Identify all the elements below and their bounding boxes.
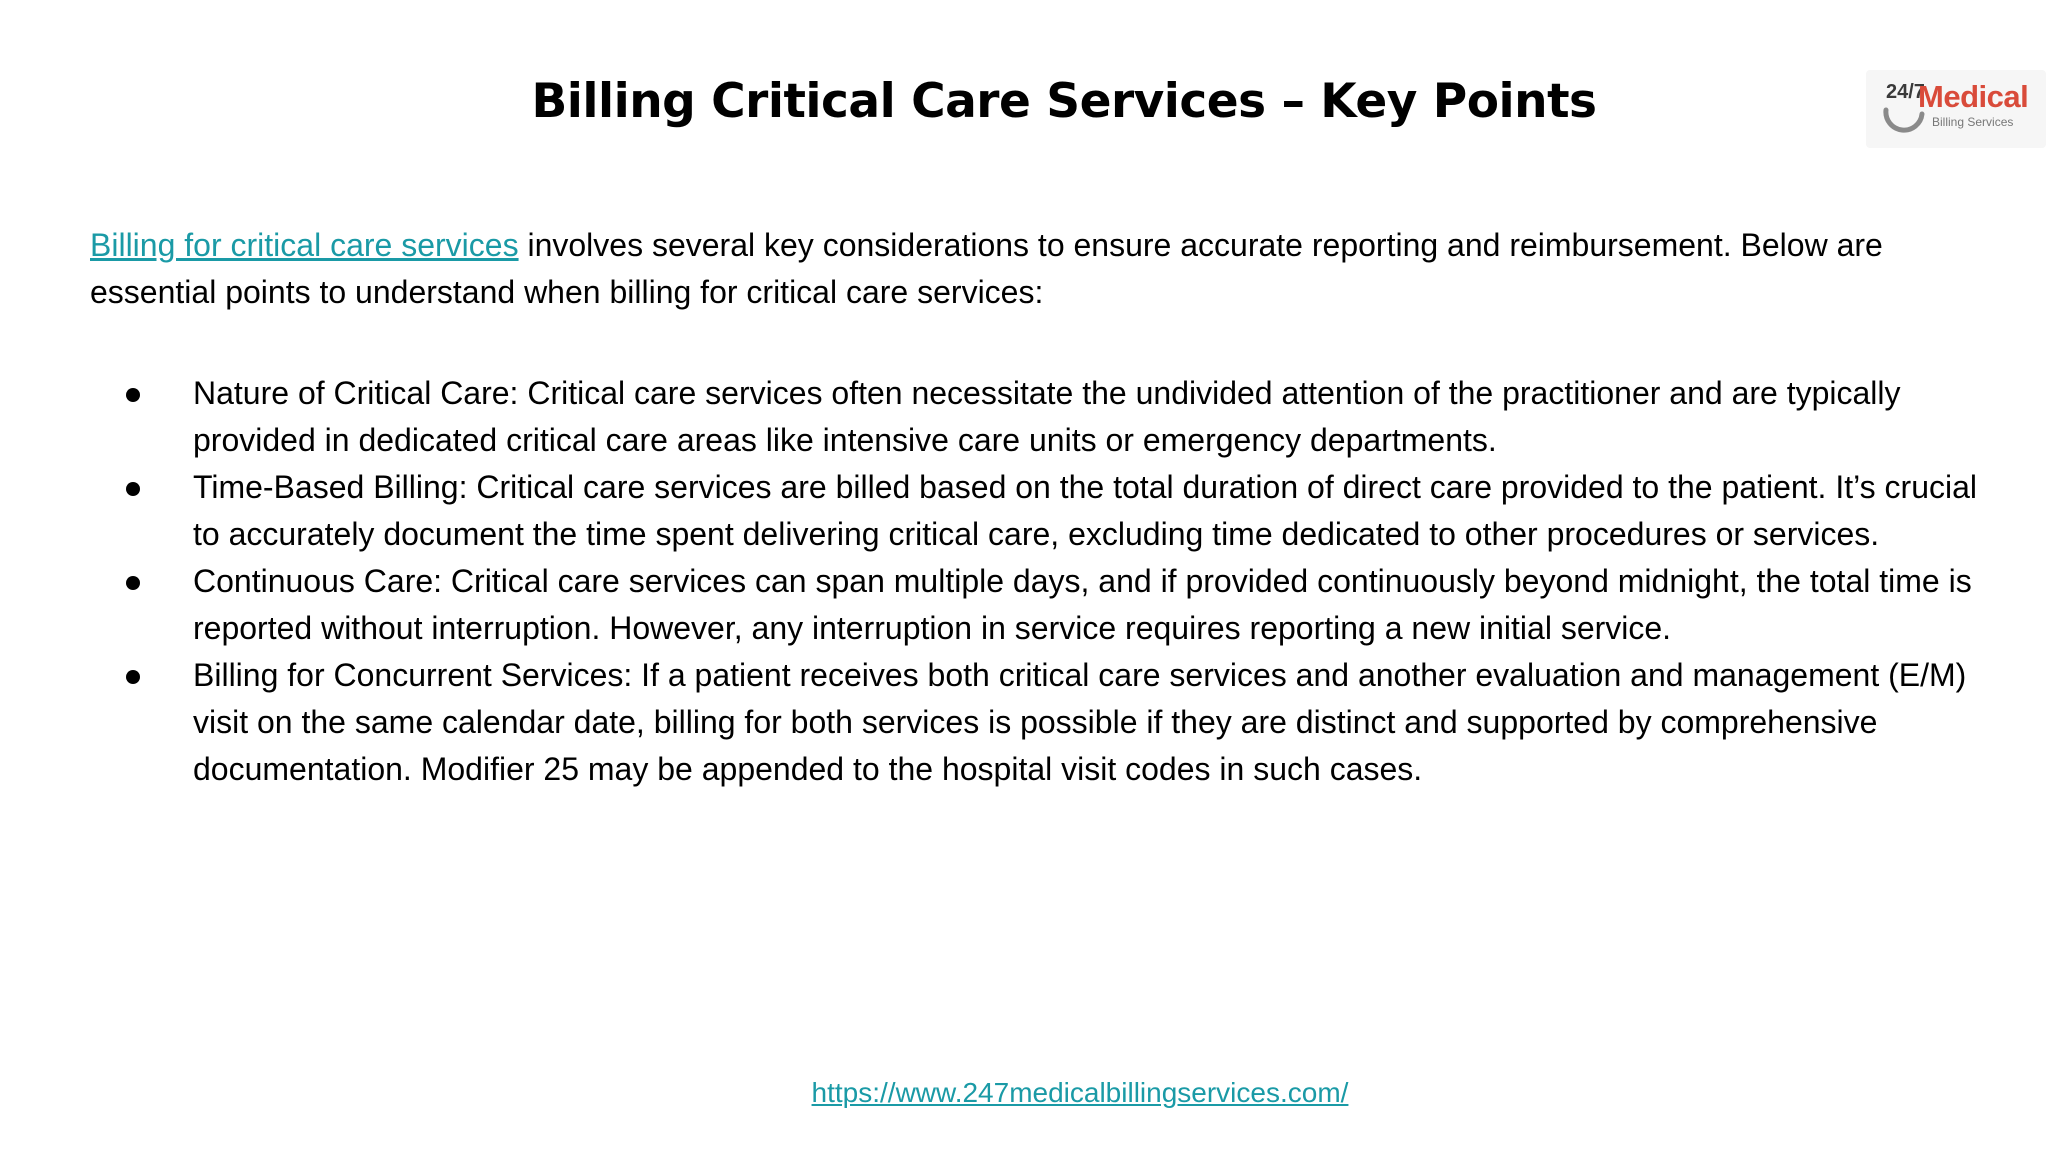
list-item-text: Billing for Concurrent Services: If a patient receives both critical care services and another evaluation and management (E/M) visit on the same calendar date, billing for both services is possible if they are distinct and supported by comprehensive documentation. Modifier 25 may be appended to the hospital visit codes in such cases. (193, 657, 1967, 787)
bullet-icon (126, 670, 140, 684)
footer-url-link[interactable]: https://www.247medicalbillingservices.com/ (811, 1077, 1349, 1108)
intro-link[interactable]: Billing for critical care services (90, 227, 519, 263)
logo-number: 24/7 (1886, 81, 1925, 103)
logo-word: Medical (1918, 79, 2029, 114)
list-item-text: Time-Based Billing: Critical care services are billed based on the total duration of direct care provided to the patient. It’s crucial to accurately document the time spent delivering critical care, excluding time dedicated to other procedures or services. (193, 469, 1977, 552)
logo-subtitle: Billing Services (1932, 115, 2014, 129)
list-item (0, 558, 1993, 652)
company-logo (1866, 70, 2046, 148)
list-item (0, 370, 1993, 464)
intro-text: involves several key considerations to ensure accurate reporting and reimbursement. Below are essential points to understand when billing for critical care services: (90, 227, 1883, 310)
bullet-icon (126, 388, 140, 402)
bullet-icon (126, 576, 140, 590)
page-title: Billing Critical Care Services – Key Points (531, 74, 1597, 129)
list-item (0, 464, 1993, 558)
bullet-icon (126, 482, 140, 496)
key-points-list (0, 370, 2048, 793)
list-item (0, 652, 1993, 793)
list-item-text: Continuous Care: Critical care services can span multiple days, and if provided continuously beyond midnight, the total time is reported without interruption. However, any interruption in service requires reporting a new initial service. (193, 563, 1972, 646)
list-item-text: Nature of Critical Care: Critical care services often necessitate the undivided attention of the practitioner and are typically provided in dedicated critical care areas like intensive care units or emergency departments. (193, 375, 1901, 458)
intro-paragraph (90, 222, 1990, 316)
